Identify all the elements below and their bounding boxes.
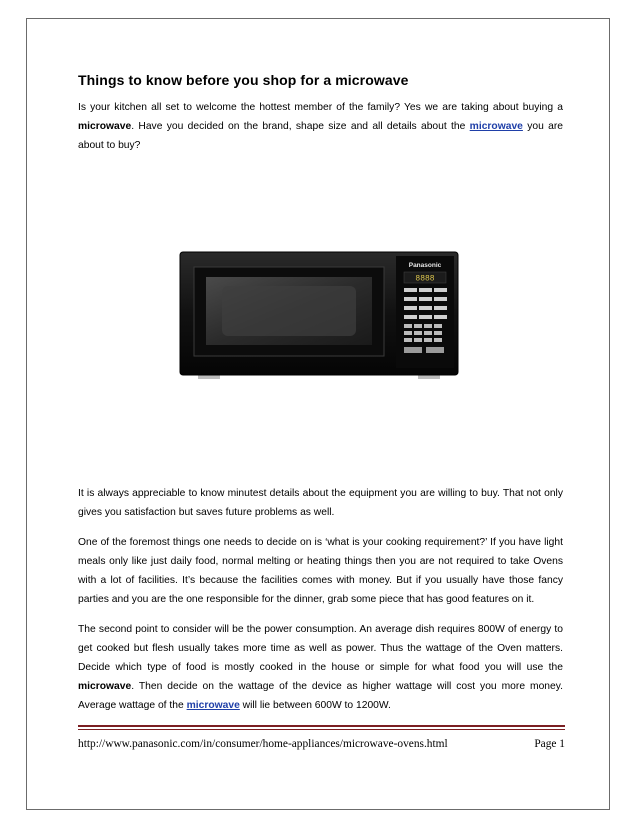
microwave-oven-image (178, 250, 460, 384)
page-number: Page 1 (534, 738, 565, 750)
intro-keyword-1: microwave (78, 121, 132, 132)
microwave-link-2[interactable]: microwave (186, 700, 240, 711)
power-text-2: . Then decide on the wattage of the device as higher wattage will cost you more money. Average wattage of the (78, 681, 563, 711)
microwave-link[interactable]: microwave (469, 121, 523, 132)
display-digits: 8888 (415, 274, 435, 284)
power-text-3: will lie between 600W to 1200W. (239, 700, 391, 711)
footer-divider (78, 725, 565, 727)
intro-text-1: Is your kitchen all set to welcome the hottest member of the family? Yes we are taking about buying a (78, 102, 563, 113)
power-keyword-1: microwave (78, 681, 132, 692)
microwave-illustration (178, 250, 460, 384)
paragraph-cooking-requirement: One of the foremost things one needs to decide on is ‘what is your cooking requirement?’ If you have light meals only like just daily food, normal melting or heating things then you are not required to take Ovens with a lot of facilities. It’s because the facilities comes with money. But if you usually have those fancy parties and you are the one responsible for the dinner, grab some piece that has good features on it. (78, 537, 563, 605)
article-body (78, 484, 563, 726)
paragraph-details: It is always appreciable to know minutest details about the equipment you are willing to buy. That not only gives you satisfaction but saves future problems as well. (78, 488, 563, 518)
page-title: Things to know before you shop for a microwave (78, 72, 409, 88)
power-text-1: The second point to consider will be the power consumption. An average dish requires 800W of energy to get cooked but flesh usually takes more time as well as power. Thus the wattage of the Oven matters. Decide which type of food is mostly cooked in the house or simple for what food you will use the (78, 624, 563, 673)
intro-text-2: . Have you decided on the brand, shape size and all details about the (131, 121, 470, 132)
paragraph-power-consumption (78, 620, 563, 715)
main-content (78, 72, 563, 166)
footer-url: http://www.panasonic.com/in/consumer/home-appliances/microwave-ovens.html (78, 738, 448, 750)
footer-divider-thin (78, 729, 565, 730)
intro-text-3: you are about to buy? (78, 121, 563, 151)
brand-logo: Panasonic (408, 262, 442, 269)
intro-paragraph (78, 98, 563, 155)
